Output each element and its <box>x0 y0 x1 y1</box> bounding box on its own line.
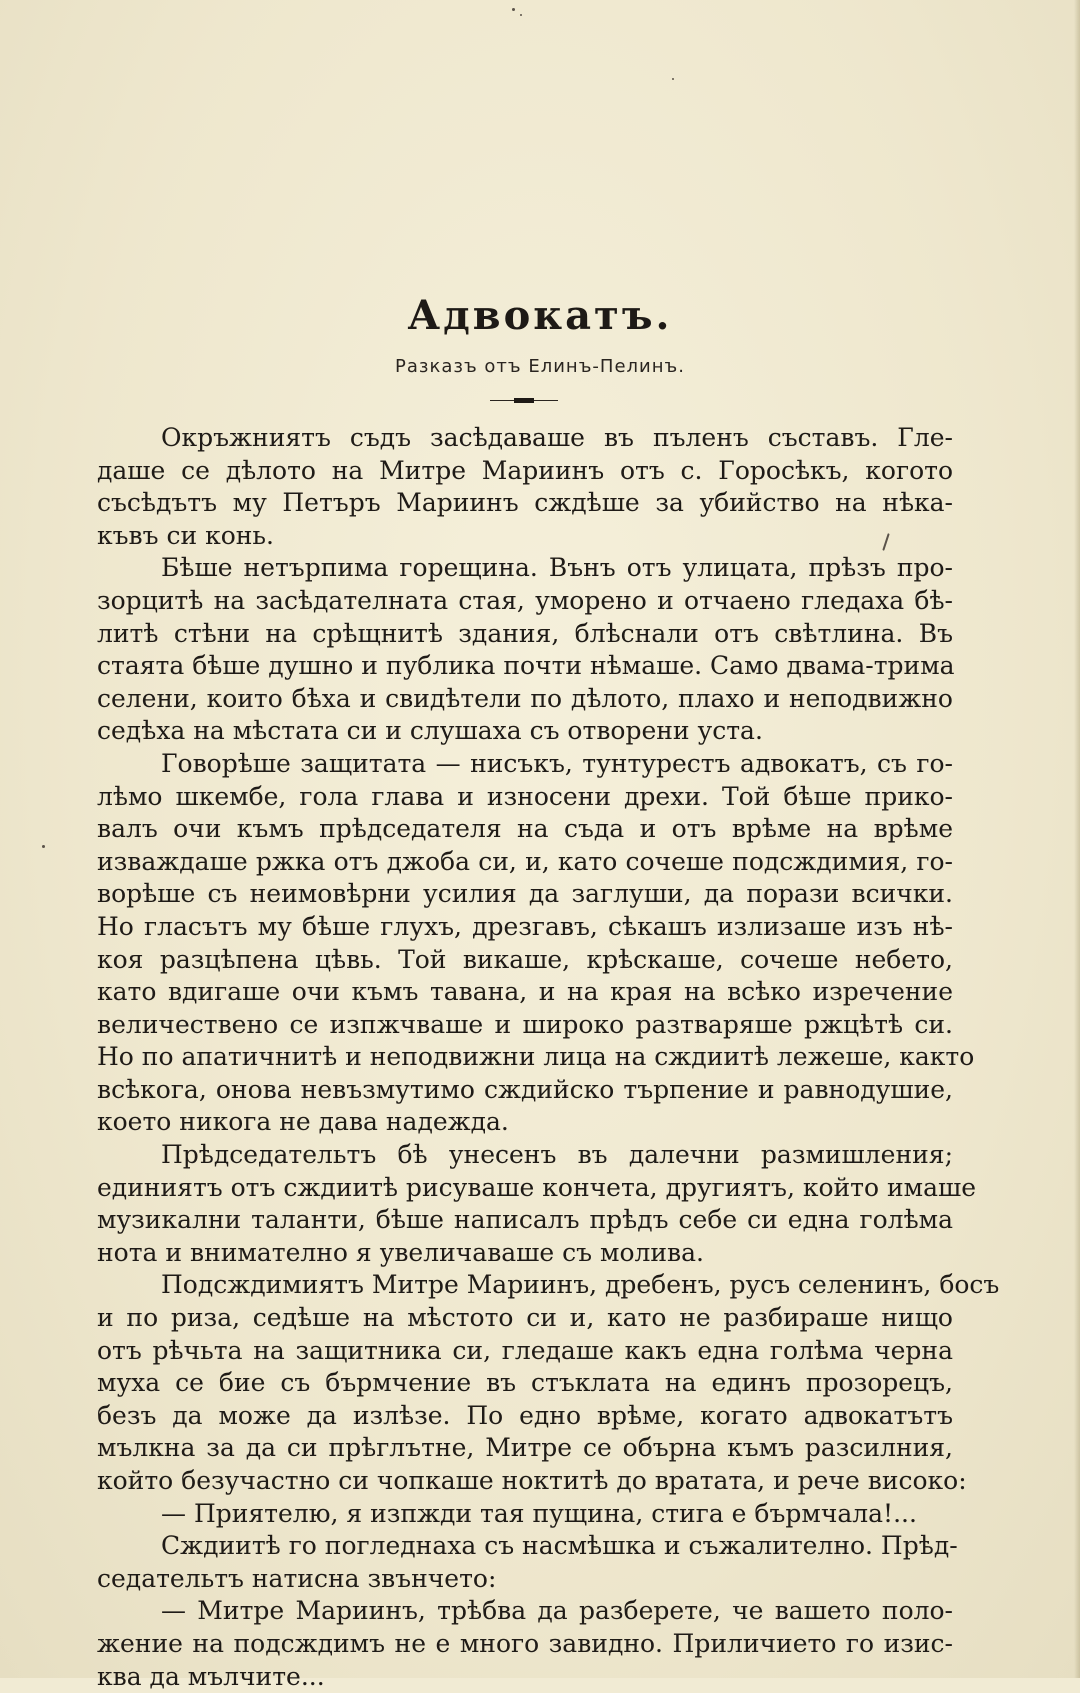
text-line: жение на подсждимъ не е много завидно. Приличието го изис- <box>97 1628 953 1658</box>
text-line: Но по апатичнитѣ и неподвижни лица на сждиитѣ лежеше, както <box>97 1042 975 1072</box>
text-line: Окръжниятъ съдъ засѣдаваше въ пъленъ съставъ. Гле- <box>161 423 953 452</box>
text-line: ква да мълчите... <box>97 1661 325 1691</box>
text-line: Сждиитѣ го погледнаха съ насмѣшка и съжалително. Прѣд- <box>161 1531 958 1561</box>
text-line: Бѣше нетърпима горещина. Вънъ отъ улицата, прѣзъ про- <box>161 553 953 583</box>
text-line: което никога не дава надежда. <box>97 1107 509 1137</box>
text-line: литѣ стѣни на срѣщнитѣ здания, блѣснали отъ свѣтлина. Въ <box>97 618 953 648</box>
text-line: величествено се изпжчваше и широко разтваряше ржцѣтѣ си. <box>97 1009 953 1039</box>
text-line: даше се дѣлото на Митре Мариинъ отъ с. Горосѣкъ, когото <box>97 455 953 485</box>
text-line: стаята бѣше душно и публика почти нѣмаше. Само двама-трима <box>97 651 955 681</box>
title-ornament <box>490 398 558 404</box>
text-line: нота и внимателно я увеличаваше съ молива. <box>97 1237 704 1267</box>
text-line: седательтъ натисна звънчето: <box>97 1563 497 1593</box>
text-line: отъ рѣчьта на защитника си, гледаше какъ една голѣма черна <box>97 1335 953 1365</box>
text-line: Подсждимиятъ Митре Мариинъ, дребенъ, русъ селенинъ, босъ <box>161 1270 1000 1300</box>
text-line: всѣкога, онова невъзмутимо сждийско търпение и равнодушие, <box>97 1074 953 1104</box>
paper-speck <box>672 78 674 80</box>
text-line: Но гласътъ му бѣше глухъ, дрезгавъ, сѣкашъ излизаше изъ нѣ- <box>97 911 953 941</box>
text-line: — Митре Мариинъ, трѣбва да разберете, че вашето поло- <box>161 1596 953 1626</box>
text-line: — Приятелю, я изпжди тая пущина, стига е бърмчала!... <box>161 1498 917 1528</box>
text-line: който безучастно си чопкаше ноктитѣ до вратата, и рече високо: <box>97 1466 967 1495</box>
paper-speck <box>42 845 45 848</box>
page-edge-shadow <box>1074 0 1080 1678</box>
story-subtitle: Разказъ отъ Елинъ-Пелинъ. <box>395 356 685 377</box>
text-line: зорцитѣ на засѣдателната стая, уморено и отчаено гледаха бѣ- <box>97 585 953 615</box>
text-line: съсѣдътъ му Петъръ Мариинъ сждѣше за убийство на нѣка- <box>97 488 953 518</box>
text-line: безъ да може да излѣзе. По едно врѣме, когато адвокатътъ <box>97 1400 953 1430</box>
text-line: единиятъ отъ сждиитѣ рисуваше кончета, другиятъ, който имаше <box>97 1172 977 1202</box>
text-line: Прѣдседательтъ бѣ унесенъ въ далечни размишления; <box>161 1140 953 1170</box>
text-line: лѣмо шкембе, гола глава и износени дрехи. Той бѣше прико- <box>97 781 953 811</box>
text-line: и по риза, седѣше на мѣстото си и, като не разбираше нищо <box>97 1303 953 1333</box>
story-text <box>97 422 1000 1693</box>
text-line: седѣха на мѣстата си и слушаха съ отворени уста. <box>97 716 763 746</box>
text-line: коя разцѣпена цѣвь. Той викаше, крѣскаше, сочеше небето, <box>97 944 953 974</box>
text-line: изваждаше ржка отъ джоба си, и, като сочеше подсждимия, го- <box>97 846 953 876</box>
paper-speck <box>520 14 522 16</box>
text-line: селени, които бѣха и свидѣтели по дѣлото, плахо и неподвижно <box>97 683 953 713</box>
text-line: ворѣше съ неимовѣрни усилия да заглуши, да порази всички. <box>97 879 953 909</box>
story-title: Адвокатъ. <box>407 292 673 339</box>
text-line: мълкна за да си прѣглътне, Митре се обърна къмъ разсилния, <box>97 1433 953 1463</box>
text-line: къвъ си конь. <box>97 520 274 550</box>
text-line: Говорѣше защитата — нисъкъ, тунтурестъ адвокатъ, съ го- <box>161 748 953 778</box>
ornament-dash <box>514 398 534 403</box>
text-line: музикални таланти, бѣше написалъ прѣдъ себе си една голѣма <box>97 1205 953 1235</box>
text-line: валъ очи къмъ прѣдседателя на съда и отъ врѣме на врѣме <box>97 814 953 844</box>
text-line: муха се бие съ бърмчение въ стъклата на единъ прозорецъ, <box>97 1368 953 1398</box>
text-line: като вдигаше очи къмъ тавана, и на края на всѣко изречение <box>97 977 953 1007</box>
paper-speck <box>512 8 515 11</box>
